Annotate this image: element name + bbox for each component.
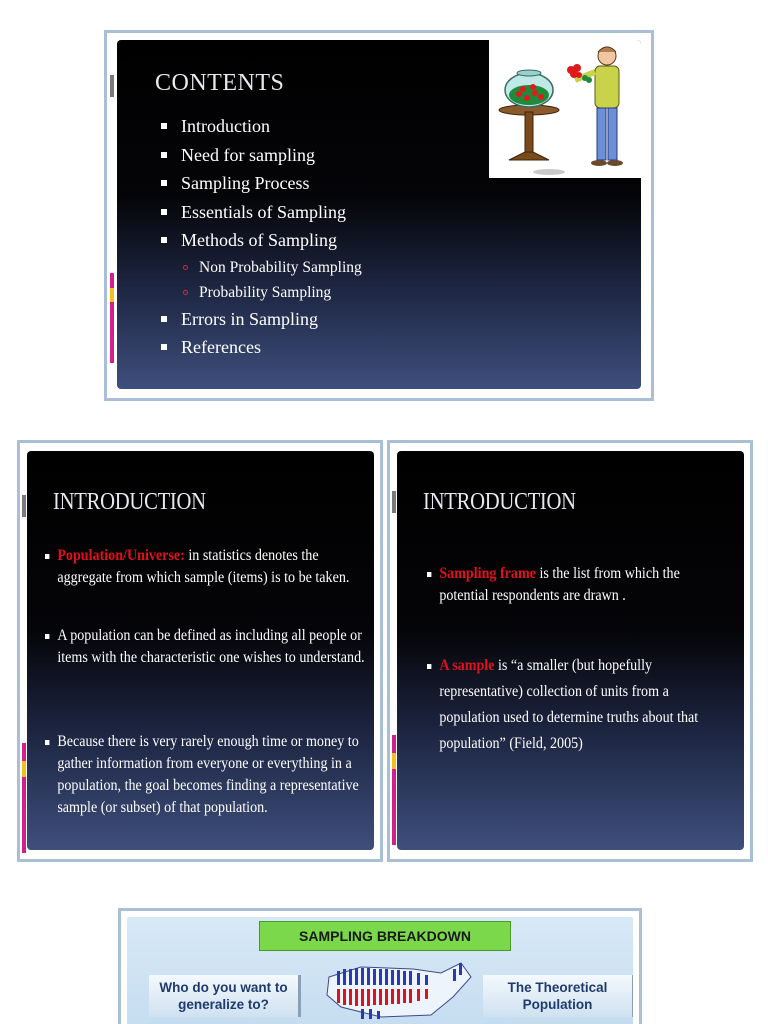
list-subitem: Non Probability Sampling [159,259,362,284]
accent-bar-yellow [392,753,396,769]
man-with-candy-jar-illustration [489,40,641,178]
bullet-square-icon [161,180,167,186]
list-item: Methods of Sampling [159,230,362,259]
bullet-square-icon [427,664,431,669]
list-item: Errors in Sampling [159,309,362,338]
bullet-square-icon [161,344,167,350]
slide-contents-frame [104,30,654,401]
slide-intro-1 [27,451,374,850]
slide-breakdown [127,917,633,1024]
bullet-circle-icon [183,265,188,270]
slide-edge-marker [392,491,396,513]
term-a-sample: A sample [439,657,495,674]
term-population-universe: Population/Universe: [57,547,185,564]
bullet-square-icon [45,554,49,559]
paragraph-sample-definition: A sample is “a smaller (but hopefully representative) collection of units from a population used to determine truths about that population” (Field, 2005) [427,653,731,757]
accent-bar-pink [392,735,396,845]
theoretical-population-box: The Theoretical Population [483,975,633,1017]
accent-bar-pink [22,743,26,853]
bullet-square-icon [161,123,167,129]
accent-bar-yellow [110,288,114,302]
slide-title: CONTENTS [155,70,285,96]
bullet-square-icon [45,634,49,639]
breakdown-title: SAMPLING BREAKDOWN [259,921,511,951]
term-sampling-frame: Sampling frame [439,565,536,582]
sampling-clipart [489,40,641,178]
paragraph-sampling-frame: Sampling frame is the list from which the potential respondents are drawn . [427,563,731,607]
slide-breakdown-frame [118,908,642,1024]
accent-bar-yellow [22,761,26,777]
contents-list [159,116,362,366]
paragraph-population-definition: A population can be defined as including all people or items with the characteristic one wishes to understand. [45,625,371,669]
slide-title: INTRODUCTION [423,489,576,515]
bullet-square-icon [161,209,167,215]
list-item: References [159,337,362,366]
list-item: Need for sampling [159,145,362,174]
list-item: Sampling Process [159,173,362,202]
slide-edge-marker [110,75,114,97]
bullet-square-icon [161,316,167,322]
accent-bar-pink [110,273,114,363]
bullet-square-icon [45,740,49,745]
list-item: Introduction [159,116,362,145]
slide-intro-1-frame [17,440,383,862]
paragraph-sample-rationale: Because there is very rarely enough time or money to gather information from everyone or everything in a population, the goal becomes finding a representative sample (or subset) of that population. [45,731,371,819]
bullet-circle-icon [183,290,188,295]
slide-title: INTRODUCTION [53,489,206,515]
list-item: Essentials of Sampling [159,202,362,231]
bullet-square-icon [161,237,167,243]
slide-intro-2-frame [387,440,753,862]
slide-edge-marker [22,495,26,517]
list-subitem: Probability Sampling [159,284,362,309]
bullet-square-icon [161,152,167,158]
usa-map-population-icon [321,955,481,1024]
paragraph-population: Population/Universe: in statistics denotes the aggregate from which sample (items) is to be taken. [45,545,371,589]
bullet-square-icon [427,572,431,577]
slide-contents [117,40,641,389]
slide-intro-2 [397,451,744,850]
generalize-box: Who do you want to generalize to? [149,975,301,1017]
